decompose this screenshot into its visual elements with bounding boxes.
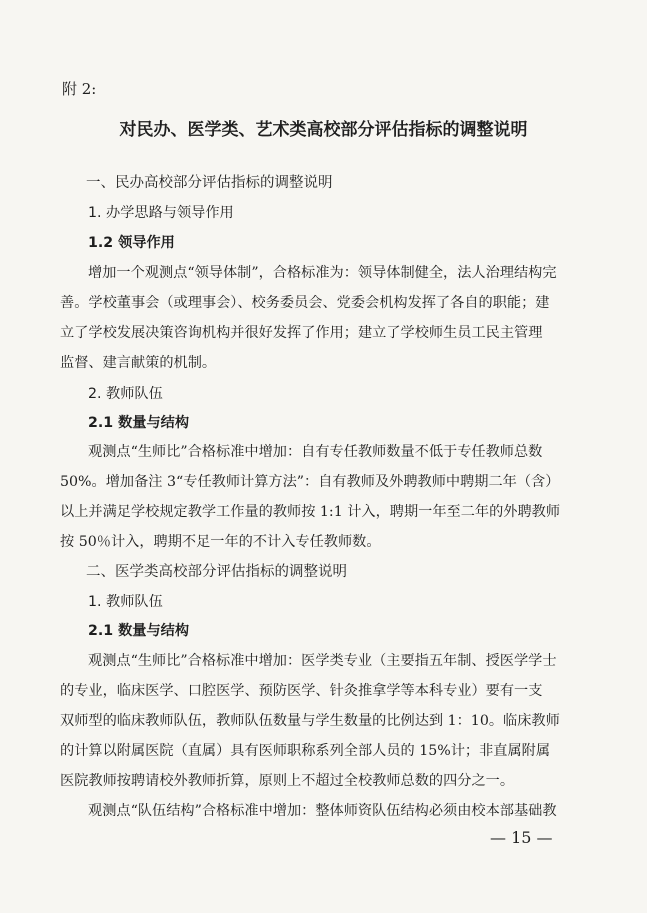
paragraph-line: 双师型的临床教师队伍，教师队伍数量与学生数量的比例达到 1：10。临床教师	[60, 713, 560, 729]
section-heading: 二、医学类高校部分评估指标的调整说明	[86, 564, 347, 580]
page-number: — 15 —	[490, 828, 553, 847]
paragraph-line: 医院教师按聘请校外教师折算，原则上不超过全校教师总数的四分之一。	[60, 773, 515, 789]
paragraph-line: 的计算以附属医院（直属）具有医师职称系列全部人员的 15%计；非直属附属	[60, 743, 551, 759]
subsection-heading: 2. 教师队伍	[88, 386, 163, 402]
subsection-heading: 1.2 领导作用	[88, 235, 175, 251]
paragraph-line: 立了学校发展决策咨询机构并很好发挥了作用；建立了学校师生员工民主管理	[60, 325, 543, 341]
subsection-heading: 1. 办学思路与领导作用	[88, 205, 234, 221]
subsection-heading: 2.1 数量与结构	[88, 415, 190, 431]
subsection-heading: 2.1 数量与结构	[88, 623, 190, 639]
paragraph-line: 观测点“生师比”合格标准中增加：医学类专业（主要指五年制、授医学学士	[88, 653, 557, 669]
subsection-heading: 1. 教师队伍	[88, 594, 163, 610]
paragraph-line: 观测点“队伍结构”合格标准中增加：整体师资队伍结构必须由校本部基础教	[88, 803, 557, 819]
paragraph-line: 善。学校董事会（或理事会）、校务委员会、党委会机构发挥了各自的职能；建	[60, 295, 550, 311]
paragraph-line: 按 50％计入，聘期不足一年的不计入专任教师数。	[60, 534, 381, 550]
page-title: 对民办、医学类、艺术类高校部分评估指标的调整说明	[119, 120, 528, 140]
attachment-label: 附 2:	[62, 80, 97, 98]
paragraph-line: 的专业，临床医学、口腔医学、预防医学、针灸推拿学等本科专业）要有一支	[60, 683, 543, 699]
paragraph-line: 50%。增加备注 3“专任教师计算方法”：自有教师及外聘教师中聘期二年（含）	[60, 474, 560, 490]
section-heading: 一、民办高校部分评估指标的调整说明	[86, 175, 333, 191]
paragraph-line: 以上并满足学校规定教学工作量的教师按 1:1 计入，聘期一年至二年的外聘教师	[60, 504, 561, 520]
paragraph-line: 监督、建言献策的机制。	[60, 355, 217, 371]
paragraph-line: 增加一个观测点“领导体制”，合格标准为：领导体制健全，法人治理结构完	[88, 265, 557, 281]
paragraph-line: 观测点“生师比”合格标准中增加：自有专任教师数量不低于专任教师总数	[88, 444, 543, 460]
